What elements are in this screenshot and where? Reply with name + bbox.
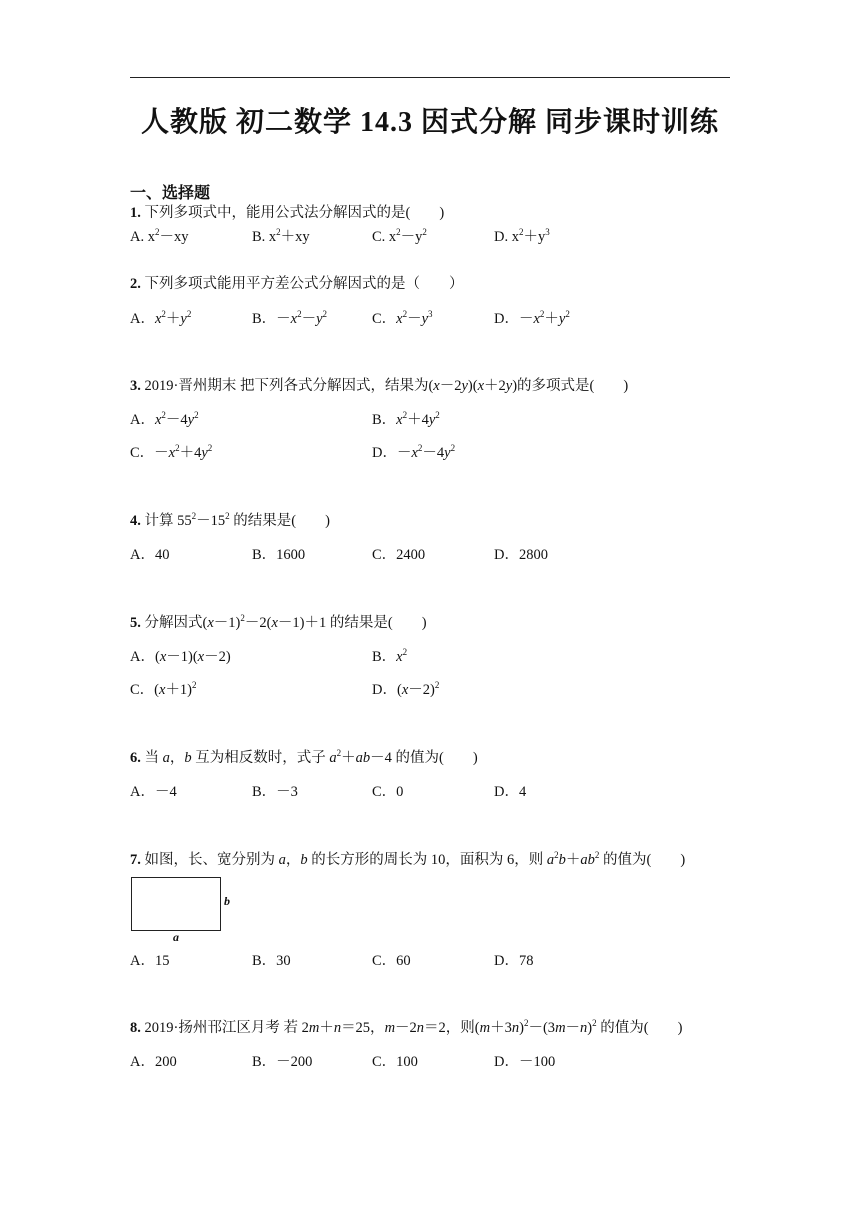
option-b: B．$x^2$ (372, 647, 408, 665)
option-c: C．100 (372, 1054, 418, 1070)
question-3 (130, 376, 628, 396)
option-b: B．－3 (252, 784, 298, 800)
header-rule (130, 77, 730, 78)
option-a: A．200 (130, 1054, 177, 1070)
option-d: D．$-x^2+y^2$ (494, 309, 570, 327)
question-2 (130, 274, 464, 294)
option-a: A. $x^2-xy$ (130, 227, 189, 245)
option-c: C．$(x+1)^2$ (130, 680, 197, 698)
option-c: C. $x^2-y^2$ (372, 227, 427, 245)
option-b: B．$-x^2-y^2$ (252, 309, 328, 327)
option-c: C．0 (372, 784, 404, 800)
option-b: B．30 (252, 953, 291, 969)
question-text: 下列多项式中，能用公式法分解因式的是( ) (144, 205, 445, 221)
section-heading: 一、选择题 (130, 185, 211, 202)
question-7 (130, 850, 685, 870)
figure-label-a: a (173, 930, 179, 944)
question-text: 2019·扬州邗江区月考 若 2m＋n＝25，m－2n＝2，则$(m+3n)^2-(3m-n)^2$ 的值为( ) (144, 1018, 683, 1036)
question-number: 4. (130, 513, 141, 529)
option-a: A．40 (130, 547, 170, 563)
question-text: 如图，长、宽分别为 a，b 的长方形的周长为 10，面积为 6，则 $a^2b+ab^2$ 的值为( ) (144, 850, 686, 868)
question-number: 1. (130, 205, 141, 221)
option-c: C．$x^2-y^3$ (372, 309, 433, 327)
question-8 (130, 1018, 682, 1038)
option-c: C．$-x^2+4y^2$ (130, 443, 213, 461)
figure-label-b: b (224, 894, 230, 908)
question-text: 2019·晋州期末 把下列各式分解因式，结果为(x－2y)(x＋2y)的多项式是( ) (144, 378, 629, 394)
question-number: 6. (130, 750, 141, 766)
question-5 (130, 613, 427, 633)
question-number: 8. (130, 1020, 141, 1036)
question-number: 5. (130, 615, 141, 631)
question-number: 7. (130, 852, 141, 868)
option-b: B．－200 (252, 1054, 313, 1070)
option-b: B．1600 (252, 547, 306, 563)
option-d: D．$-x^2-4y^2$ (372, 443, 456, 461)
option-a: A．$x^2+y^2$ (130, 309, 192, 327)
question-text: 下列多项式能用平方差公式分解因式的是（ ） (144, 276, 464, 292)
question-text: 当 a，b 互为相反数时，式子 $a^2+ab-4$ 的值为( ) (144, 748, 478, 766)
option-d: D．2800 (494, 547, 548, 563)
question-number: 3. (130, 378, 141, 394)
option-d: D．78 (494, 953, 534, 969)
option-c: C．2400 (372, 547, 426, 563)
question-4 (130, 511, 330, 531)
option-d: D．$(x-2)^2$ (372, 680, 440, 698)
question-text: 计算 $55^2-15^2$ 的结果是( ) (144, 511, 330, 529)
option-d: D. $x^2+y^3$ (494, 227, 550, 245)
option-b: B．$x^2+4y^2$ (372, 410, 440, 428)
option-c: C．60 (372, 953, 411, 969)
rectangle-figure (131, 877, 221, 931)
option-a: A．－4 (130, 784, 177, 800)
option-b: B. $x^2+xy$ (252, 227, 310, 245)
question-text: 分解因式$(x-1)^2-2(x-1)+1$ 的结果是( ) (144, 613, 427, 631)
question-number: 2. (130, 276, 141, 292)
option-a: A．15 (130, 953, 170, 969)
option-d: D．－100 (494, 1054, 556, 1070)
option-a: A．$x^2-4y^2$ (130, 410, 199, 428)
page-title: 人教版 初二数学 14.3 因式分解 同步课时训练 (140, 107, 719, 138)
option-a: A．(x－1)(x－2) (130, 649, 231, 665)
question-1 (130, 203, 444, 223)
question-6 (130, 748, 478, 768)
option-d: D．4 (494, 784, 527, 800)
